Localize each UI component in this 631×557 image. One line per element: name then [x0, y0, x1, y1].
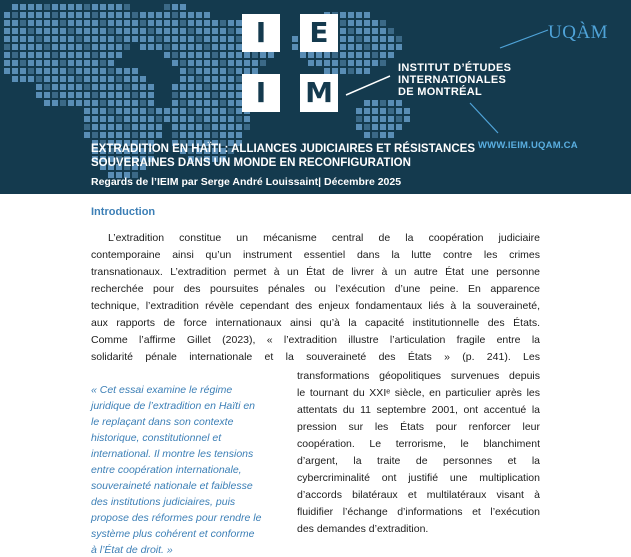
body-line: aux rapports de force internationaux ainsi qu’à la capacité institutionnelle des États. — [91, 317, 540, 329]
body-line: recherchée pour des poursuites pénales ou l’exécution d’une peine. En apparence — [91, 283, 540, 295]
column-line: fluidifier l’échange d’informations et l’exécution — [297, 506, 540, 518]
pull-quote-line: système plus cohérent et conforme — [91, 528, 255, 540]
institute-name-line-2: INTERNATIONALES — [398, 74, 507, 86]
document-byline: Regards de l’IEIM par Serge André Louissaint| Décembre 2025 — [91, 176, 402, 188]
document-title-line-2: SOUVERAINES DANS UN MONDE EN RECONFIGURATION — [91, 157, 411, 169]
pull-quote-line: entre coopération internationale, — [91, 464, 242, 476]
institute-name-line-3: DE MONTRÉAL — [398, 86, 482, 98]
pull-quote-line: des institutions judiciaires, puis — [91, 496, 236, 508]
section-heading: Introduction — [91, 206, 156, 218]
body-line: solidarité pénale internationale et la souveraineté des États » (p. 241). Les — [91, 351, 540, 363]
column-line: attentats du 11 septembre 2001, ont accentué la — [297, 404, 540, 416]
pull-quote-line: international. Il montre les tensions — [91, 448, 254, 460]
logo-letter-i-2: I — [242, 74, 280, 112]
institute-name — [398, 62, 511, 98]
body-line: transnationaux. L’extradition permet à un État de livrer à un autre État une personne — [91, 266, 540, 278]
column-line: transformations géopolitiques survenues depuis — [297, 370, 540, 382]
website-link[interactable]: WWW.IEIM.UQAM.CA — [478, 140, 578, 151]
body-line: L’extradition constitue un mécanisme central de la coopération judiciaire — [108, 232, 540, 244]
pull-quote-line: le replaçant dans son contexte — [91, 416, 234, 428]
column-line: des demandes d’extradition. — [297, 523, 429, 535]
column-line: coopération. Le terrorisme, le blanchiment — [297, 438, 540, 450]
partner-logo: UQÀM — [548, 22, 609, 43]
pull-quote-line: souveraineté nationale et faiblesse — [91, 480, 253, 492]
logo-letter-m: M — [300, 74, 338, 112]
column-line: pression sur les États pour renforcer leur — [297, 421, 540, 433]
body-line: contemporaine ainsi qu’un instrument essentiel dans la lutte contre les crimes — [91, 249, 540, 261]
pull-quote-line: juridique de l’extradition en Haïti en — [91, 400, 256, 412]
pull-quote-line: à l’État de droit. » — [91, 544, 173, 556]
pull-quote-line: historique, constitutionnel et — [91, 432, 222, 444]
pull-quote-line: propose des réformes pour rendre le — [91, 512, 262, 524]
column-line: d’argent, la traite de personnes et la — [297, 455, 540, 467]
body-line: Comme l’affirme Gillet (2023), « l’extradition illustre l’articulation fragile entre la — [91, 334, 540, 346]
institute-name-line-1: INSTITUT D’ÉTUDES — [398, 62, 512, 74]
column-line: d’accords bilatéraux et multilatéraux visant à — [297, 489, 540, 501]
logo-letter-e: E — [300, 14, 338, 52]
document-title-line-1: EXTRADITION EN HAÏTI : ALLIANCES JUDICIAIRES ET RÉSISTANCES — [91, 143, 475, 155]
logo-letter-i: I — [242, 14, 280, 52]
column-line: le tournant du XXIᵉ siècle, en particulier après les — [297, 387, 540, 399]
pull-quote-line: « Cet essai examine le régime — [91, 384, 233, 396]
body-line: technique, l’extradition révèle cependant des enjeux fondamentaux liés à la souveraineté, — [91, 300, 540, 312]
column-line: cybercriminalité ont justifié une multiplication — [297, 472, 540, 484]
document-title — [91, 142, 475, 170]
header-banner — [0, 0, 631, 194]
